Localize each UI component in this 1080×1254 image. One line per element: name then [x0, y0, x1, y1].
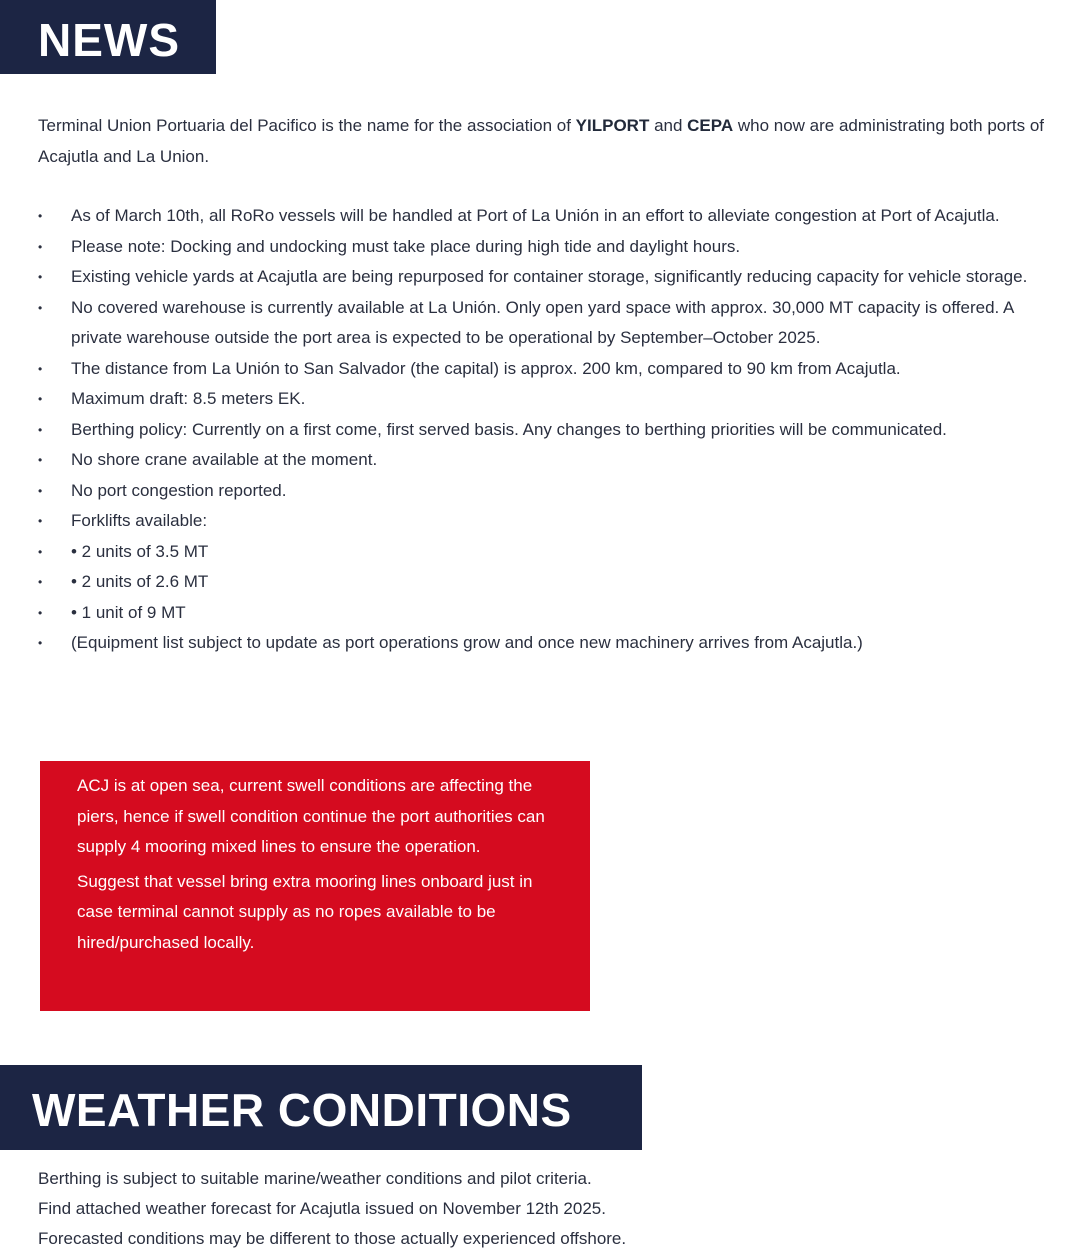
bullet-dot: •: [38, 514, 43, 528]
bullet-dot: •: [38, 392, 43, 406]
list-item-text: No shore crane available at the moment.: [71, 450, 378, 469]
alert-paragraph-swell: ACJ is at open sea, current swell conditions are affecting the piers, hence if swell condition continue the port authorities can supply 4 mooring mixed lines to ensure the operation.: [77, 776, 545, 856]
list-item: [38, 537, 1068, 568]
bullet-dot: •: [38, 636, 43, 650]
bullet-dot: •: [38, 605, 43, 620]
weather-notes: [38, 1164, 1058, 1254]
list-item-text: • 2 units of 2.6 MT: [71, 572, 209, 591]
list-item: [38, 293, 1068, 354]
list-item-text: Please note: Docking and undocking must take place during high tide and daylight hours.: [71, 236, 741, 256]
list-item-text: No covered warehouse is currently available at La Unión. Only open yard space with approx. 30,000 MT capacity is offered. A private warehouse outside the port area is expected to be operational by September–October 2025.: [71, 297, 1014, 347]
weather-line: Find attached weather forecast for Acajutla issued on November 12th 2025.: [38, 1199, 606, 1218]
bullet-dot: •: [38, 453, 43, 467]
bullet-dot: •: [38, 239, 43, 254]
intro-org-yilport: YILPORT: [575, 116, 650, 135]
list-item: [38, 476, 1068, 507]
list-item: [38, 201, 1068, 232]
news-intro: [38, 110, 1058, 172]
list-item-text: As of March 10th, all RoRo vessels will be handled at Port of La Unión in an effort to alleviate congestion at Port of Acajutla.: [71, 206, 1000, 225]
intro-org-cepa: CEPA: [687, 116, 734, 135]
list-item: [38, 262, 1068, 293]
bullet-dot: •: [38, 300, 43, 315]
bullet-dot: •: [38, 361, 43, 376]
news-bullet-list: [38, 201, 1068, 659]
bullet-dot: •: [38, 483, 43, 498]
bullet-dot: •: [38, 270, 43, 284]
weather-line: Forecasted conditions may be different to those actually experienced offshore.: [38, 1229, 627, 1248]
alert-paragraph-mooring: Suggest that vessel bring extra mooring lines onboard just in case terminal cannot supply as no ropes available to be hired/purchased locally.: [77, 871, 533, 952]
list-item-text: The distance from La Unión to San Salvador (the capital) is approx. 200 km, compared to 90 km from Acajutla.: [71, 358, 901, 378]
list-item-text: Existing vehicle yards at Acajutla are being repurposed for container storage, significantly reducing capacity for vehicle storage.: [71, 267, 1028, 286]
list-item-text: • 1 unit of 9 MT: [71, 602, 186, 622]
list-item-text: No port congestion reported.: [71, 480, 287, 500]
list-item: [38, 354, 1068, 385]
list-item: [38, 567, 1068, 598]
weather-heading: WEATHER CONDITIONS: [0, 1065, 642, 1150]
list-item: [38, 415, 1068, 446]
list-item: [38, 384, 1068, 415]
list-item-text: • 2 units of 3.5 MT: [71, 541, 209, 561]
weather-line: Berthing is subject to suitable marine/weather conditions and pilot criteria.: [38, 1169, 592, 1188]
intro-text-3: who now are administrating both ports of Acajutla and La Union.: [38, 116, 1045, 166]
list-item: [38, 628, 1068, 659]
list-item: [38, 445, 1068, 476]
swell-alert-box: [40, 761, 590, 1011]
list-item-text: (Equipment list subject to update as port operations grow and once new machinery arrives from Acajutla.): [71, 633, 863, 652]
intro-text-2: and: [649, 116, 688, 135]
bullet-dot: •: [38, 544, 43, 559]
bullet-dot: •: [38, 422, 43, 437]
list-item: [38, 598, 1068, 629]
list-item: [38, 232, 1068, 263]
list-item-text: Berthing policy: Currently on a first come, first served basis. Any changes to berthing priorities will be communicated.: [71, 419, 947, 439]
list-item-text: Maximum draft: 8.5 meters EK.: [71, 389, 306, 408]
list-item-text: Forklifts available:: [71, 511, 208, 530]
news-heading: NEWS: [0, 0, 216, 74]
bullet-dot: •: [38, 575, 43, 589]
bullet-dot: •: [38, 209, 43, 223]
intro-text-1: Terminal Union Portuaria del Pacifico is the name for the association of: [38, 116, 576, 135]
list-item: [38, 506, 1068, 537]
